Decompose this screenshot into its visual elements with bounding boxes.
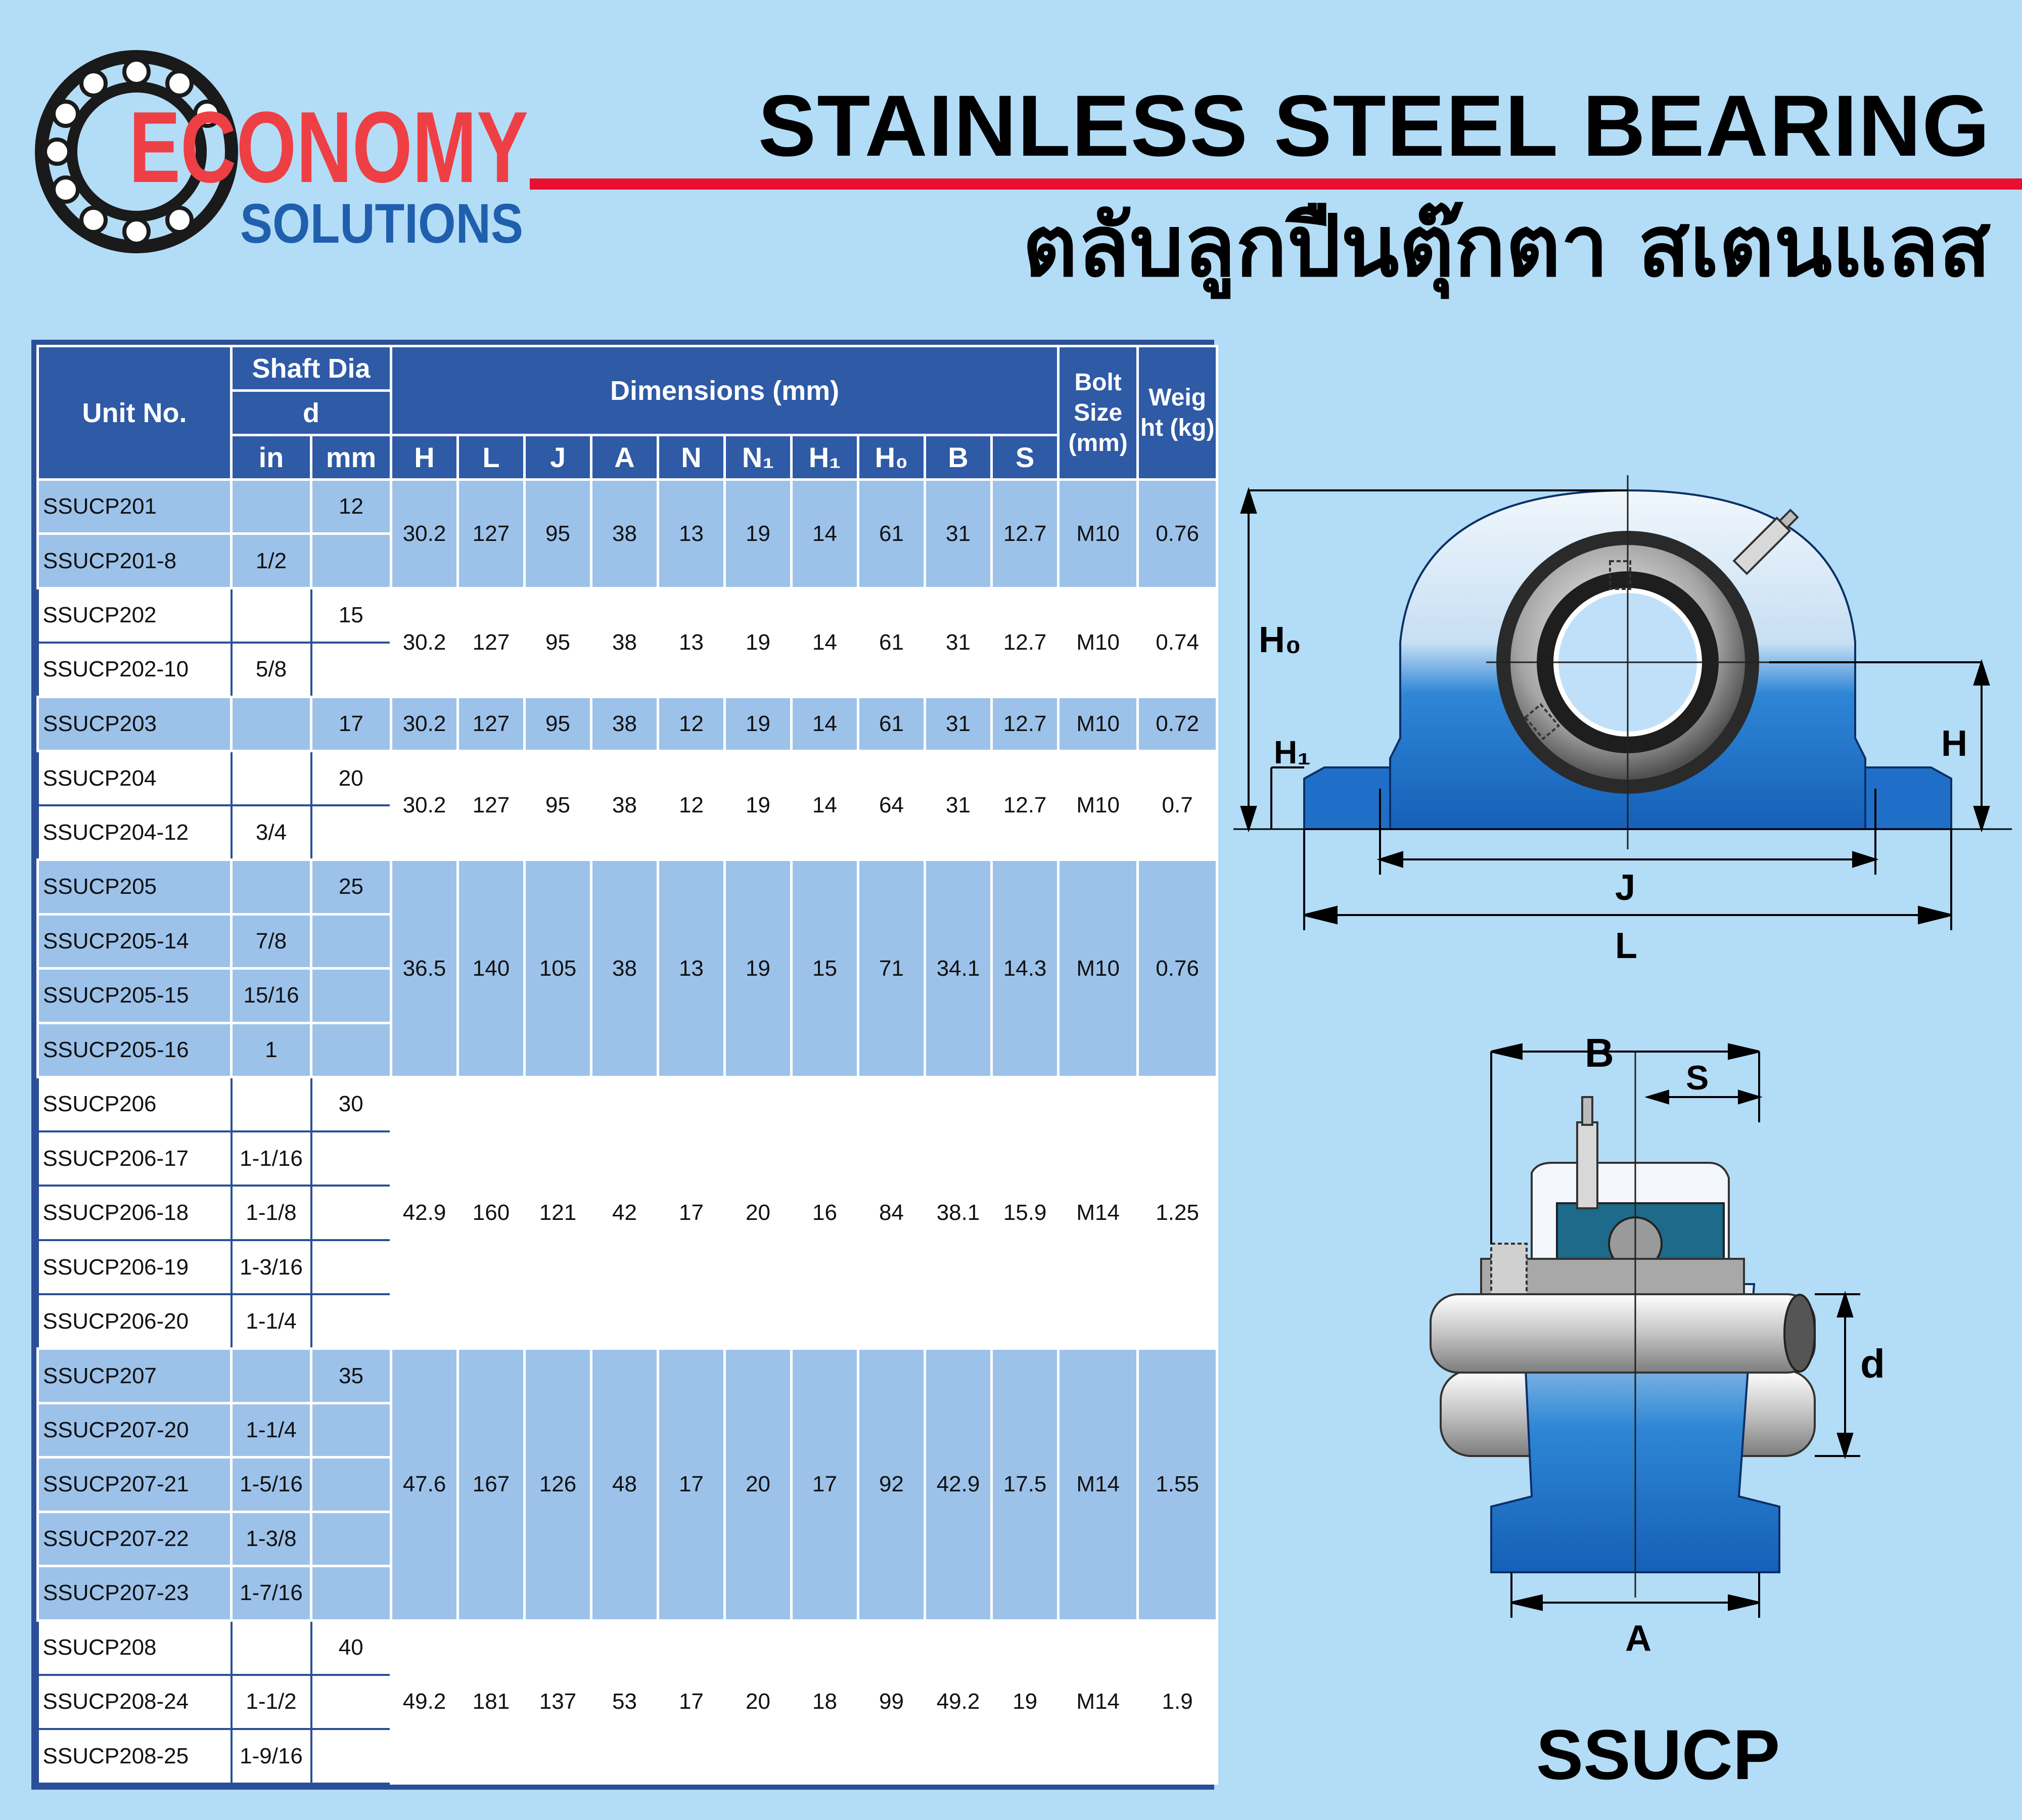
model-code-label: SSUCP bbox=[1536, 1715, 1780, 1794]
shaft-mm-cell bbox=[311, 1294, 391, 1348]
shaft-in-cell bbox=[232, 480, 311, 534]
dim-bolt-cell: M14 bbox=[1059, 1620, 1138, 1783]
dim-h-cell: 30.2 bbox=[391, 480, 458, 588]
unit-no-cell: SSUCP201-8 bbox=[38, 534, 232, 588]
unit-no-cell: SSUCP203 bbox=[38, 697, 232, 751]
shaft-in-cell: 1-7/16 bbox=[232, 1566, 311, 1620]
shaft-in-cell: 1-1/2 bbox=[232, 1675, 311, 1729]
unit-no-cell: SSUCP207 bbox=[38, 1349, 232, 1403]
dim-b-cell: 38.1 bbox=[925, 1077, 992, 1349]
dim-bolt-cell: M10 bbox=[1059, 697, 1138, 751]
unit-no-cell: SSUCP202-10 bbox=[38, 643, 232, 697]
page-title-thai: ตลับลูกปืนตุ๊กตา สเตนแลส bbox=[1022, 197, 1991, 296]
dim-n-cell: 17 bbox=[658, 1077, 725, 1349]
shaft-in-cell: 1-9/16 bbox=[232, 1729, 311, 1784]
dim-b-cell: 31 bbox=[925, 480, 992, 588]
shaft-mm-cell bbox=[311, 914, 391, 968]
dim-s-cell: 12.7 bbox=[992, 697, 1059, 751]
shaft-in-cell: 1/2 bbox=[232, 534, 311, 588]
spec-table bbox=[36, 345, 1218, 1785]
dim-h1-cell: 15 bbox=[792, 860, 858, 1077]
unit-no-cell: SSUCP207-20 bbox=[38, 1403, 232, 1457]
logo-economy-text: ECONOMY bbox=[129, 91, 528, 204]
label-H0: H₀ bbox=[1259, 620, 1302, 660]
shaft-mm-cell bbox=[311, 1458, 391, 1512]
dim-b-cell: 42.9 bbox=[925, 1349, 992, 1620]
dim-h0-cell: 84 bbox=[858, 1077, 925, 1349]
header-dim-2: J bbox=[525, 435, 591, 480]
shaft-mm-cell bbox=[311, 1403, 391, 1457]
dim-h0-cell: 61 bbox=[858, 480, 925, 588]
dim-s-cell: 15.9 bbox=[992, 1077, 1059, 1349]
unit-no-cell: SSUCP206-20 bbox=[38, 1294, 232, 1348]
dim-weight-cell: 1.9 bbox=[1138, 1620, 1217, 1783]
header-red-rule bbox=[530, 178, 2022, 190]
dim-n-cell: 17 bbox=[658, 1349, 725, 1620]
dim-l-cell: 127 bbox=[458, 751, 525, 860]
dim-s-cell: 17.5 bbox=[992, 1349, 1059, 1620]
shaft-mm-cell: 30 bbox=[311, 1077, 391, 1131]
shaft-mm-cell bbox=[311, 1023, 391, 1077]
shaft-in-cell: 7/8 bbox=[232, 914, 311, 968]
dim-bolt-cell: M14 bbox=[1059, 1077, 1138, 1349]
header-dimensions: Dimensions (mm) bbox=[391, 346, 1059, 435]
spec-table-frame bbox=[31, 340, 1214, 1790]
unit-group bbox=[38, 860, 1217, 1077]
dim-h-cell: 36.5 bbox=[391, 860, 458, 1077]
unit-no-cell: SSUCP207-22 bbox=[38, 1512, 232, 1566]
shaft-in-cell bbox=[232, 1077, 311, 1131]
shaft-in-cell: 1-1/8 bbox=[232, 1186, 311, 1240]
dim-bolt-cell: M14 bbox=[1059, 1349, 1138, 1620]
dim-bolt-cell: M10 bbox=[1059, 860, 1138, 1077]
dim-s-cell: 14.3 bbox=[992, 860, 1059, 1077]
dim-s-cell: 19 bbox=[992, 1620, 1059, 1783]
dim-a-cell: 53 bbox=[591, 1620, 658, 1783]
dim-n-cell: 13 bbox=[658, 480, 725, 588]
dim-h0-cell: 99 bbox=[858, 1620, 925, 1783]
header-mm: mm bbox=[311, 435, 391, 480]
unit-no-cell: SSUCP205-14 bbox=[38, 914, 232, 968]
dim-l-cell: 167 bbox=[458, 1349, 525, 1620]
dim-n1-cell: 19 bbox=[725, 751, 792, 860]
dim-b-cell: 31 bbox=[925, 751, 992, 860]
dim-j-cell: 126 bbox=[525, 1349, 591, 1620]
dim-n1-cell: 19 bbox=[725, 860, 792, 1077]
dim-j-cell: 105 bbox=[525, 860, 591, 1077]
dim-b-cell: 49.2 bbox=[925, 1620, 992, 1783]
dim-h-cell: 47.6 bbox=[391, 1349, 458, 1620]
unit-no-cell: SSUCP205-16 bbox=[38, 1023, 232, 1077]
shaft-in-cell bbox=[232, 1620, 311, 1674]
dim-weight-cell: 0.7 bbox=[1138, 751, 1217, 860]
dim-n1-cell: 19 bbox=[725, 480, 792, 588]
dim-n1-cell: 20 bbox=[725, 1620, 792, 1783]
dim-n1-cell: 20 bbox=[725, 1349, 792, 1620]
dim-weight-cell: 0.76 bbox=[1138, 480, 1217, 588]
dim-h1-cell: 14 bbox=[792, 588, 858, 697]
header-dim-8: B bbox=[925, 435, 992, 480]
unit-no-cell: SSUCP205 bbox=[38, 860, 232, 914]
label-H: H bbox=[1941, 723, 1967, 764]
label-J: J bbox=[1615, 868, 1636, 908]
dim-j-cell: 95 bbox=[525, 588, 591, 697]
dim-weight-cell: 1.25 bbox=[1138, 1077, 1217, 1349]
dim-h0-cell: 71 bbox=[858, 860, 925, 1077]
shaft-mm-cell: 35 bbox=[311, 1349, 391, 1403]
header-shaft-dia: Shaft Dia bbox=[232, 346, 391, 391]
dim-weight-cell: 0.74 bbox=[1138, 588, 1217, 697]
shaft-mm-cell bbox=[311, 534, 391, 588]
dim-bolt-cell: M10 bbox=[1059, 751, 1138, 860]
unit-no-cell: SSUCP204-12 bbox=[38, 805, 232, 859]
shaft-in-cell: 1 bbox=[232, 1023, 311, 1077]
dim-h1-cell: 14 bbox=[792, 480, 858, 588]
shaft-in-cell: 5/8 bbox=[232, 643, 311, 697]
dim-j-cell: 95 bbox=[525, 751, 591, 860]
unit-group bbox=[38, 1349, 1217, 1620]
shaft-mm-cell bbox=[311, 1512, 391, 1566]
unit-no-cell: SSUCP208 bbox=[38, 1620, 232, 1674]
unit-group bbox=[38, 751, 1217, 860]
label-d: d bbox=[1860, 1341, 1885, 1386]
dim-l-cell: 181 bbox=[458, 1620, 525, 1783]
dim-n-cell: 13 bbox=[658, 860, 725, 1077]
header-dim-4: N bbox=[658, 435, 725, 480]
unit-no-cell: SSUCP202 bbox=[38, 588, 232, 642]
shaft-in-cell bbox=[232, 860, 311, 914]
dim-n-cell: 17 bbox=[658, 1620, 725, 1783]
shaft-mm-cell: 20 bbox=[311, 751, 391, 805]
dim-h1-cell: 14 bbox=[792, 751, 858, 860]
dim-n-cell: 12 bbox=[658, 697, 725, 751]
dim-j-cell: 95 bbox=[525, 480, 591, 588]
dim-weight-cell: 1.55 bbox=[1138, 1349, 1217, 1620]
shaft-mm-cell: 12 bbox=[311, 480, 391, 534]
unit-no-cell: SSUCP206-17 bbox=[38, 1131, 232, 1186]
dim-h-cell: 30.2 bbox=[391, 697, 458, 751]
label-B: B bbox=[1585, 1030, 1614, 1075]
shaft-mm-cell bbox=[311, 1240, 391, 1294]
shaft-mm-cell bbox=[311, 1729, 391, 1784]
label-H1: H₁ bbox=[1274, 734, 1311, 770]
dim-bolt-cell: M10 bbox=[1059, 588, 1138, 697]
dim-a-cell: 42 bbox=[591, 1077, 658, 1349]
dim-l-cell: 127 bbox=[458, 480, 525, 588]
dim-n1-cell: 19 bbox=[725, 697, 792, 751]
shaft-in-cell: 1-1/16 bbox=[232, 1131, 311, 1186]
dim-a-cell: 38 bbox=[591, 480, 658, 588]
dim-h-cell: 42.9 bbox=[391, 1077, 458, 1349]
shaft-in-cell bbox=[232, 697, 311, 751]
dim-h1-cell: 14 bbox=[792, 697, 858, 751]
page-title-english: STAINLESS STEEL BEARING bbox=[758, 77, 1991, 174]
dim-b-cell: 31 bbox=[925, 588, 992, 697]
dim-n1-cell: 20 bbox=[725, 1077, 792, 1349]
table-row bbox=[38, 1077, 1217, 1131]
shaft-mm-cell bbox=[311, 1131, 391, 1186]
shaft-in-cell: 1-3/8 bbox=[232, 1512, 311, 1566]
shaft-in-cell: 1-3/16 bbox=[232, 1240, 311, 1294]
dim-a-cell: 38 bbox=[591, 860, 658, 1077]
grease-nipple-icon bbox=[1577, 1097, 1597, 1208]
unit-no-cell: SSUCP206 bbox=[38, 1077, 232, 1131]
table-row bbox=[38, 860, 1217, 914]
unit-group bbox=[38, 588, 1217, 697]
dim-h-cell: 49.2 bbox=[391, 1620, 458, 1783]
shaft-upper bbox=[1431, 1294, 1815, 1373]
unit-no-cell: SSUCP208-24 bbox=[38, 1675, 232, 1729]
dim-a-cell: 48 bbox=[591, 1349, 658, 1620]
dim-h0-cell: 64 bbox=[858, 751, 925, 860]
dim-l-cell: 127 bbox=[458, 697, 525, 751]
table-row bbox=[38, 1349, 1217, 1403]
dim-h0-cell: 61 bbox=[858, 588, 925, 697]
dim-a-cell: 38 bbox=[591, 751, 658, 860]
shaft-mm-cell bbox=[311, 1186, 391, 1240]
dim-s-cell: 12.7 bbox=[992, 751, 1059, 860]
dim-weight-cell: 0.72 bbox=[1138, 697, 1217, 751]
shaft-in-cell bbox=[232, 751, 311, 805]
label-A: A bbox=[1625, 1618, 1651, 1659]
dim-h1-cell: 18 bbox=[792, 1620, 858, 1783]
shaft-mm-cell: 15 bbox=[311, 588, 391, 642]
unit-no-cell: SSUCP206-19 bbox=[38, 1240, 232, 1294]
dim-h0-cell: 92 bbox=[858, 1349, 925, 1620]
shaft-mm-cell bbox=[311, 643, 391, 697]
unit-no-cell: SSUCP204 bbox=[38, 751, 232, 805]
header-dim-9: S bbox=[992, 435, 1059, 480]
header-dim-1: L bbox=[458, 435, 525, 480]
unit-group bbox=[38, 697, 1217, 751]
label-L: L bbox=[1615, 926, 1637, 966]
unit-no-cell: SSUCP205-15 bbox=[38, 969, 232, 1023]
shaft-mm-cell bbox=[311, 1675, 391, 1729]
header-dim-3: A bbox=[591, 435, 658, 480]
unit-group bbox=[38, 1620, 1217, 1783]
shaft-mm-cell bbox=[311, 805, 391, 859]
shaft-in-cell: 15/16 bbox=[232, 969, 311, 1023]
side-view-drawing bbox=[1405, 1021, 1911, 1678]
shaft-in-cell bbox=[232, 1349, 311, 1403]
dim-h1-cell: 17 bbox=[792, 1349, 858, 1620]
dim-n1-cell: 19 bbox=[725, 588, 792, 697]
header-unit-no: Unit No. bbox=[38, 346, 232, 480]
dim-a-cell: 38 bbox=[591, 588, 658, 697]
dim-b-cell: 31 bbox=[925, 697, 992, 751]
dim-n-cell: 13 bbox=[658, 588, 725, 697]
dim-l-cell: 140 bbox=[458, 860, 525, 1077]
unit-group bbox=[38, 480, 1217, 588]
shaft-mm-cell bbox=[311, 1566, 391, 1620]
unit-no-cell: SSUCP206-18 bbox=[38, 1186, 232, 1240]
unit-no-cell: SSUCP207-23 bbox=[38, 1566, 232, 1620]
dim-j-cell: 95 bbox=[525, 697, 591, 751]
dim-l-cell: 127 bbox=[458, 588, 525, 697]
logo-solutions-text: SOLUTIONS bbox=[240, 193, 523, 255]
dim-bolt-cell: M10 bbox=[1059, 480, 1138, 588]
header-in: in bbox=[232, 435, 311, 480]
dim-h0-cell: 61 bbox=[858, 697, 925, 751]
shaft-mm-cell bbox=[311, 969, 391, 1023]
dim-b-cell: 34.1 bbox=[925, 860, 992, 1077]
shaft-in-cell: 3/4 bbox=[232, 805, 311, 859]
dim-weight-cell: 0.76 bbox=[1138, 860, 1217, 1077]
dim-s-cell: 12.7 bbox=[992, 480, 1059, 588]
table-row bbox=[38, 751, 1217, 805]
shaft-in-cell bbox=[232, 588, 311, 642]
dim-j-cell: 137 bbox=[525, 1620, 591, 1783]
header-shaft-d: d bbox=[232, 391, 391, 435]
table-row bbox=[38, 1620, 1217, 1674]
unit-no-cell: SSUCP201 bbox=[38, 480, 232, 534]
dim-a-cell: 38 bbox=[591, 697, 658, 751]
front-view-drawing bbox=[1233, 475, 2012, 971]
header-dim-5: N₁ bbox=[725, 435, 792, 480]
header-weight: Weig ht (kg) bbox=[1138, 346, 1217, 480]
dim-j-cell: 121 bbox=[525, 1077, 591, 1349]
header-dim-6: H₁ bbox=[792, 435, 858, 480]
table-row bbox=[38, 588, 1217, 642]
dim-s-cell: 12.7 bbox=[992, 588, 1059, 697]
header-dim-7: H₀ bbox=[858, 435, 925, 480]
table-row bbox=[38, 697, 1217, 751]
dim-l-cell: 160 bbox=[458, 1077, 525, 1349]
header-dim-0: H bbox=[391, 435, 458, 480]
dim-h-cell: 30.2 bbox=[391, 588, 458, 697]
economy-solutions-logo bbox=[28, 46, 533, 268]
unit-no-cell: SSUCP208-25 bbox=[38, 1729, 232, 1784]
shaft-mm-cell: 40 bbox=[311, 1620, 391, 1674]
shaft-mm-cell: 17 bbox=[311, 697, 391, 751]
shaft-in-cell: 1-1/4 bbox=[232, 1403, 311, 1457]
unit-group bbox=[38, 1077, 1217, 1349]
table-row bbox=[38, 480, 1217, 534]
unit-no-cell: SSUCP207-21 bbox=[38, 1458, 232, 1512]
header-bolt-size: Bolt Size (mm) bbox=[1059, 346, 1138, 480]
dim-n-cell: 12 bbox=[658, 751, 725, 860]
shaft-in-cell: 1-5/16 bbox=[232, 1458, 311, 1512]
dim-h1-cell: 16 bbox=[792, 1077, 858, 1349]
shaft-in-cell: 1-1/4 bbox=[232, 1294, 311, 1348]
dim-h-cell: 30.2 bbox=[391, 751, 458, 860]
shaft-mm-cell: 25 bbox=[311, 860, 391, 914]
label-S: S bbox=[1686, 1059, 1709, 1097]
